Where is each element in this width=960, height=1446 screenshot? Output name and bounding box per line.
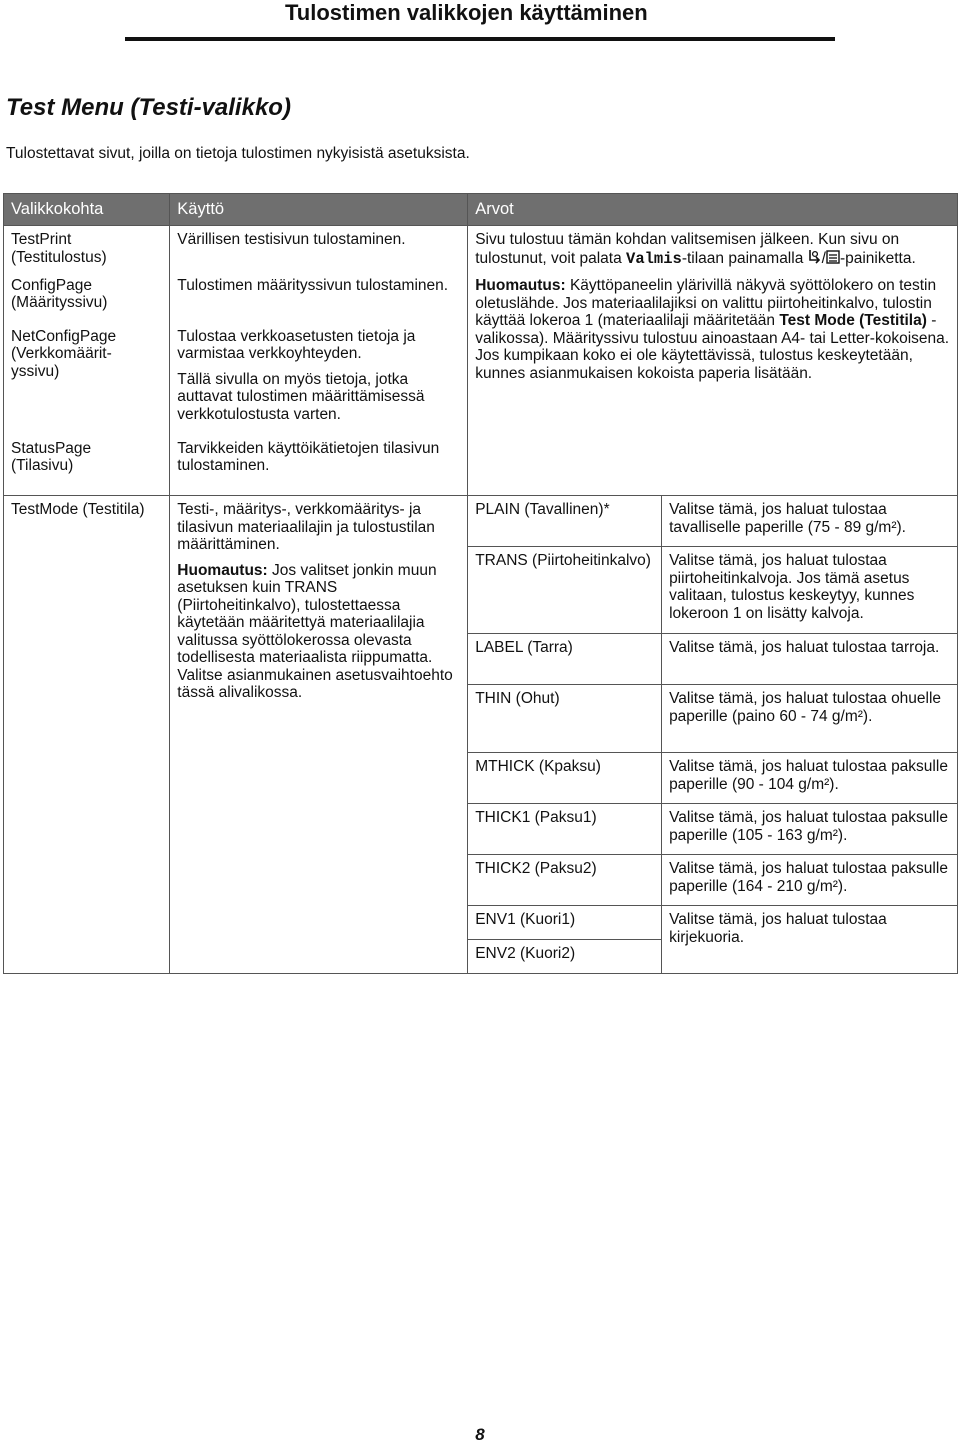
use-text: Tarvikkeiden käyttöikätietojen tilasivun tulostaminen. <box>177 439 440 474</box>
item-configpage <box>4 277 170 328</box>
item-subname: (Tilasivu) <box>11 457 74 474</box>
item-name: StatusPage <box>11 439 92 457</box>
item-netconfigpage <box>4 328 170 440</box>
table-header-row <box>4 194 958 226</box>
option-name: PLAIN (Tavallinen)* <box>468 496 662 547</box>
option-desc: Valitse tämä, jos haluat tulostaa tavalliselle paperille (75 - 89 g/m²). <box>662 496 958 547</box>
header-valikkokohta: Valikkokohta <box>4 194 170 226</box>
use-statuspage <box>170 440 468 496</box>
arvot-cell <box>468 226 958 496</box>
option-name: ENV2 (Kuori2) <box>468 940 662 974</box>
valmis-state: Valmis <box>626 249 682 268</box>
item-name: NetConfigPage <box>11 327 117 345</box>
option-desc: Valitse tämä, jos haluat tulostaa tarroja. <box>662 634 958 685</box>
running-header-title: Tulostimen valikkojen käyttäminen <box>285 0 648 25</box>
menu-icon <box>826 249 840 270</box>
item-name: ConfigPage <box>11 276 93 294</box>
header-kaytto: Käyttö <box>170 194 468 226</box>
header-rule <box>125 37 835 41</box>
option-desc: Valitse tämä, jos haluat tulostaa piirtoheitinkalvoja. Jos tämä asetus valitaan, tulostus keskeytyy, kunnes lokeroon 1 on lisätty kalvoja. <box>662 547 958 634</box>
option-name: ENV1 (Kuori1) <box>468 906 662 940</box>
option-name: THIN (Ohut) <box>468 685 662 753</box>
item-subname: (Määrityssivu) <box>11 294 108 311</box>
table-row <box>4 496 958 547</box>
option-name: THICK1 (Paksu1) <box>468 804 662 855</box>
use-text: Värillisen testisivun tulostaminen. <box>177 231 406 248</box>
use-text: Tulostimen määrityssivun tulostaminen. <box>177 276 449 294</box>
table-row <box>4 226 958 277</box>
item-subname-cont: yssivu) <box>11 362 60 380</box>
option-name: LABEL (Tarra) <box>468 634 662 685</box>
option-name: TRANS (Piirtoheitinkalvo) <box>468 547 662 634</box>
option-desc: Valitse tämä, jos haluat tulostaa ohuelle paperille (paino 60 - 74 g/m²). <box>662 685 958 753</box>
icon-separator: / <box>821 249 826 267</box>
use-text-2: Tällä sivulla on myös tietoja, jotka auttavat tulostimen määrittämisessä verkkotulostusta varten. <box>177 370 425 423</box>
item-testmode <box>4 496 170 974</box>
use-configpage <box>170 277 468 328</box>
use-netconfigpage <box>170 328 468 440</box>
item-subname: (Testitulostus) <box>11 248 107 266</box>
header-arvot: Arvot <box>468 194 958 226</box>
use-testmode <box>170 496 468 974</box>
arvot-paragraph-2: Huomautus: Käyttöpaneelin ylärivillä näkyvä syöttölokero on testin oletuslähde. Jos materiaalilajiksi on valittu piirtoheitinkalvo, tulostin käyttää lokeroa 1 (materiaalilaji määritetään Test Mode (Testitila) -valikossa). Määrityssivu tulostuu ainoastaan A4- tai Letter-kokoisena. Jos kumpikaan koko ei ole käytettävissä, tulostus keskeytetään, kunnes asianmukaisen kokoista paperia lisätään. <box>475 277 950 382</box>
section-title: Test Menu (Testi-valikko) <box>6 94 291 121</box>
option-name: MTHICK (Kpaksu) <box>468 753 662 804</box>
item-statuspage <box>4 440 170 496</box>
item-name: TestMode (Testitila) <box>11 501 145 518</box>
section-intro: Tulostettavat sivut, joilla on tietoja tulostimen nykyisistä asetuksista. <box>6 145 470 162</box>
use-text: Tulostaa verkkoasetusten tietoja ja varmistaa verkkoyhteyden. <box>177 327 416 362</box>
option-desc: Valitse tämä, jos haluat tulostaa kirjekuoria. <box>662 906 958 974</box>
item-name: TestPrint <box>11 231 72 248</box>
use-text: Testi-, määritys-, verkkomääritys- ja tilasivun materiaalilajin ja tulostustilan määrittäminen. <box>177 501 435 553</box>
page-number: 8 <box>475 1425 485 1444</box>
option-desc: Valitse tämä, jos haluat tulostaa paksulle paperille (164 - 210 g/m²). <box>662 855 958 906</box>
item-testprint <box>4 226 170 277</box>
use-testprint <box>170 226 468 277</box>
option-desc: Valitse tämä, jos haluat tulostaa paksulle paperille (105 - 163 g/m²). <box>662 804 958 855</box>
arvot-paragraph-1: Sivu tulostuu tämän kohdan valitsemisen jälkeen. Kun sivu on tulostunut, voit palata Valmis-tilaan painamalla / -painiketta. <box>475 231 916 268</box>
item-subname: (Verkkomäärit- <box>11 345 112 362</box>
option-name: THICK2 (Paksu2) <box>468 855 662 906</box>
test-menu-table <box>3 193 958 974</box>
use-note: Huomautus: Jos valitset jonkin muun asetuksen kuin TRANS (Piirtoheitinkalvo), tulostettaessa käytetään määritettyä materiaalilajia valitussa syöttölokerossa olevasta todellisesta materiaalista riippumatta. Valitse asianmukainen asetusvaihtoehto tässä alivalikossa. <box>177 561 453 701</box>
return-icon <box>808 249 822 270</box>
option-desc: Valitse tämä, jos haluat tulostaa paksulle paperille (90 - 104 g/m²). <box>662 753 958 804</box>
